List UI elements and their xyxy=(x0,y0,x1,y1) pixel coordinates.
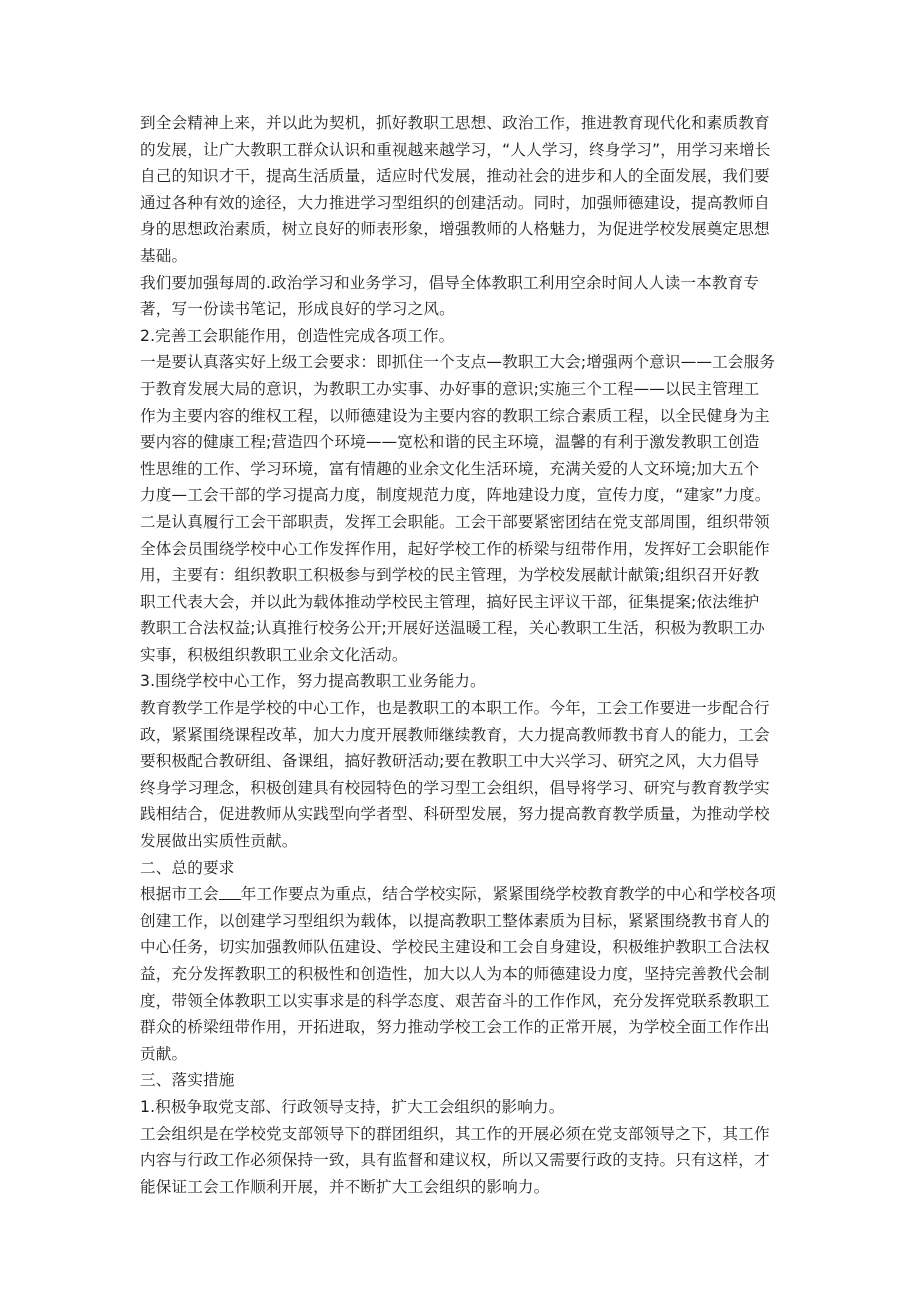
text-line: 度，带领全体教职工以实事求是的科学态度、艰苦奋斗的工作作风，充分发挥党联系教职工 xyxy=(140,991,770,1010)
paragraph-party-support xyxy=(140,1121,790,1201)
text-line: 要积极配合教研组、备课组，搞好教研活动;要在教职工中大兴学习、研究之风，大力倡导 xyxy=(140,752,760,771)
text-line: 著，写一份读书笔记，形成良好的学习之风。 xyxy=(140,300,455,319)
paragraph-union-requirements xyxy=(140,349,790,509)
text-line: 自己的知识才干，提高生活质量，适应时代发展，推动社会的进步和人的全面发展，我们要 xyxy=(140,167,770,186)
text-line: 工会组织是在学校党支部领导下的群团组织，其工作的开展必须在党支部领导之下，其工作 xyxy=(140,1124,770,1143)
text-line: 贡献。 xyxy=(140,1044,188,1063)
section-heading-2: 二、总的要求 xyxy=(140,858,235,877)
text-line: 全体会员围绕学校中心工作发挥作用，起好学校工作的桥梁与纽带作用，发挥好工会职能作 xyxy=(140,539,770,558)
text-line: 能保证工会工作顺利开展，并不断扩大工会组织的影响力。 xyxy=(140,1177,550,1196)
paragraph-teaching xyxy=(140,695,790,855)
text-line: 中心任务，切实加强教师队伍建设、学校民主建设和工会自身建设，积极维护教职工合法权 xyxy=(140,938,770,957)
text-line: 职工代表大会，并以此为载体推动学校民主管理，搞好民主评议干部，征集提案;依法维护 xyxy=(140,592,760,611)
text-line: 教育教学工作是学校的中心工作，也是教职工的本职工作。今年，工会工作要进一步配合行 xyxy=(140,699,770,718)
text-line: 践相结合，促进教师从实践型向学者型、科研型发展，努力提高教育教学质量，为推动学校 xyxy=(140,805,770,824)
text-line: 身的思想政治素质，树立良好的师表形象，增强教师的人格魅力，为促进学校发展奠定思想 xyxy=(140,220,770,239)
heading-item-3: 3.围绕学校中心工作，努力提高教职工业务能力。 xyxy=(140,672,486,691)
text-line: 实事，积极组织教职工业余文化活动。 xyxy=(140,645,408,664)
section-heading-3: 三、落实措施 xyxy=(140,1071,235,1090)
text-line: 一是要认真落实好上级工会要求：即抓住一个支点—教职工大会;增强两个意识——工会服务 xyxy=(140,353,776,372)
text-fragment: 根据市工会 xyxy=(140,885,219,904)
text-fragment: 年工作要点为重点，结合学校实际，紧紧围绕学校教育教学的中心和学校各项 xyxy=(240,885,777,904)
text-line: 群众的桥梁纽带作用，开拓进取，努力推动学校工会工作的正常开展，为学校全面工作作出 xyxy=(140,1018,770,1037)
text-line: 二是认真履行工会干部职责，发挥工会职能。工会干部要紧密团结在党支部周围，组织带领 xyxy=(140,512,770,531)
paragraph-study xyxy=(140,270,790,323)
text-line: 的发展，让广大教职工群众认识和重视越来越学习，“人人学习，终身学习”，用学习来增长 xyxy=(140,140,771,159)
text-line: 政，紧紧围绕课程改革，加大力度开展教师继续教育，大力提高教师教书育人的能力，工会 xyxy=(140,725,770,744)
text-line: 通过各种有效的途径，大力推进学习型组织的创建活动。同时，加强师德建设，提高教师自 xyxy=(140,193,770,212)
text-line: 创建工作，以创建学习型组织为载体，以提高教职工整体素质为目标，紧紧围绕教书育人的 xyxy=(140,911,770,930)
paragraph-intro xyxy=(140,110,790,270)
text-line: 我们要加强每周的.政治学习和业务学习，倡导全体教职工利用空余时间人人读一本教育专 xyxy=(140,273,760,292)
text-line: 性思维的工作、学习环境，富有情趣的业余文化生活环境，充满关爱的人文环境;加大五个 xyxy=(140,459,760,478)
text-line: 终身学习理念，积极创建具有校园特色的学习型工会组织，倡导将学习、研究与教育教学实 xyxy=(140,778,770,797)
paragraph-general-requirements xyxy=(140,881,790,1067)
heading-item-2: 2.完善工会职能作用，创造性完成各项工作。 xyxy=(140,326,455,345)
text-line: 要内容的健康工程;营造四个环境——宽松和谐的民主环境，温馨的有利于激发教职工创造 xyxy=(140,433,760,452)
text-line: 力度—工会干部的学习提高力度，制度规范力度，阵地建设力度，宣传力度，“建家”力度。 xyxy=(140,486,771,505)
text-line: 教职工合法权益;认真推行校务公开;开展好送温暖工程，关心教职工生活，积极为教职工办 xyxy=(140,619,765,638)
document-body xyxy=(140,110,790,1200)
text-line: 益，充分发挥教职工的积极性和创造性，加大以人为本的师德建设力度，坚持完善教代会制 xyxy=(140,965,770,983)
text-line: 到全会精神上来，并以此为契机，抓好教职工思想、政治工作，推进教育现代化和素质教育 xyxy=(140,114,770,132)
text-line: 发展做出实质性贡献。 xyxy=(140,832,298,851)
text-line: 作为主要内容的维权工程，以师德建设为主要内容的教职工综合素质工程，以全民健身为主 xyxy=(140,406,770,425)
heading-item-1: 1.积极争取党支部、行政领导支持，扩大工会组织的影响力。 xyxy=(140,1097,565,1116)
blank-underline xyxy=(219,885,241,900)
paragraph-union-duties xyxy=(140,509,790,669)
text-line: 于教育发展大局的意识，为教职工办实事、办好事的意识;实施三个工程——以民主管理工 xyxy=(140,379,760,398)
text-line xyxy=(140,881,790,908)
text-line: 用，主要有：组织教职工积极参与到学校的民主管理，为学校发展献计献策;组织召开好教 xyxy=(140,566,760,585)
text-line: 基础。 xyxy=(140,246,188,265)
text-line: 内容与行政工作必须保持一致，具有监督和建议权，所以又需要行政的支持。只有这样，才 xyxy=(140,1151,770,1170)
